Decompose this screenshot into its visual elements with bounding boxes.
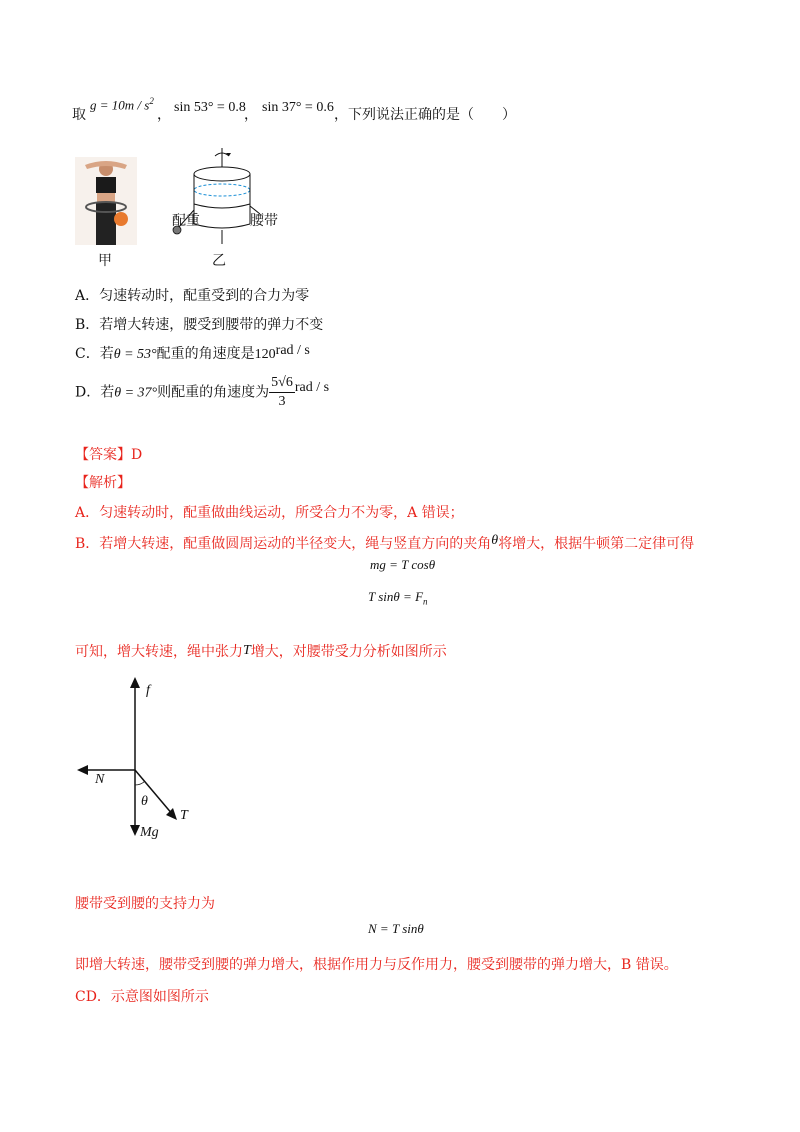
label-belt: 腰带: [250, 213, 278, 229]
force-label-theta: θ: [141, 794, 148, 809]
tension-line: [75, 641, 447, 661]
intro-comma-2: ，: [244, 107, 258, 123]
analysis-line-b-suffix: 将增大，根据牛顿第二定律可得: [498, 536, 695, 552]
intro-suffix: ，下列说法正确的是（ ）: [334, 107, 516, 123]
intro-line: [72, 104, 86, 124]
force-label-n: N: [95, 772, 105, 787]
option-c-value: 120: [254, 347, 276, 362]
photo-exercise-image: [75, 157, 137, 245]
cd-line: CD．示意图如图所示: [75, 989, 209, 1005]
option-d-unit: rad / s: [294, 379, 330, 395]
option-d: [75, 374, 329, 411]
option-d-theta: θ = 37°: [114, 385, 158, 401]
intro-prefix: 取: [72, 107, 86, 123]
option-d-fraction: [269, 374, 295, 411]
equation-3: N = T sinθ: [368, 921, 424, 936]
option-d-prefix: D．若: [75, 384, 115, 401]
option-d-numerator: 5√6: [269, 374, 295, 393]
support-line: 腰带受到腰的支持力为: [75, 896, 215, 912]
intro-sin53: sin 53° = 0.8: [174, 100, 246, 115]
conclusion-line: 即增大转速，腰带受到腰的弹力增大，根据作用力与反作用力，腰受到腰带的弹力增大，B 错误。: [75, 957, 678, 973]
force-label-mg: Mg: [140, 825, 159, 840]
force-label-t: T: [180, 808, 188, 823]
analysis-line-b-prefix: B．若增大转速，配重做圆周运动的半径变大，绳与竖直方向的夹角: [75, 536, 492, 552]
option-c-theta: θ = 53°: [113, 347, 157, 362]
option-d-denominator: 3: [278, 394, 286, 409]
equation-2-main: T sinθ = F: [368, 589, 424, 604]
option-a: A．匀速转动时，配重受到的合力为零: [75, 288, 310, 304]
answer-line: [75, 444, 142, 464]
tension-line-suffix: 增大，对腰带受力分析如图所示: [250, 644, 447, 660]
option-c: [75, 343, 310, 363]
option-c-unit: rad / s: [275, 343, 310, 358]
label-jia: 甲: [98, 253, 112, 269]
equation-2: [368, 589, 428, 607]
intro-comma-1: ，: [157, 107, 171, 123]
option-c-prefix: C．若: [75, 346, 114, 362]
g-value: g = 10m / s: [90, 97, 150, 113]
cylinder-diagram: [160, 148, 290, 258]
option-c-mid: 配重的角速度是: [156, 346, 255, 362]
intro-g: [90, 96, 154, 113]
analysis-label: 【解析】: [75, 475, 131, 491]
equation-2-subscript: n: [423, 596, 428, 607]
label-counterweight: 配重: [172, 213, 200, 229]
option-d-mid: 则配重的角速度为: [157, 384, 270, 401]
intro-sin37: sin 37° = 0.6: [262, 100, 334, 115]
option-b: B．若增大转速，腰受到腰带的弹力不变: [75, 317, 324, 333]
answer-label: 【答案】: [75, 447, 131, 463]
analysis-line-b-theta: θ: [491, 533, 499, 548]
person-hula-icon: [75, 157, 137, 245]
label-yi: 乙: [212, 253, 226, 269]
g-exponent: 2: [149, 96, 154, 106]
tension-line-prefix: 可知，增大转速，绳中张力: [75, 644, 243, 660]
answer-value: D: [131, 447, 143, 463]
force-diagram: [75, 675, 215, 845]
force-label-f: f: [146, 683, 150, 698]
equation-1: mg = T cosθ: [370, 557, 436, 572]
tension-line-t: T: [243, 643, 251, 658]
analysis-line-b: [75, 533, 694, 553]
analysis-line-a: A．匀速转动时，配重做曲线运动，所受合力不为零，A 错误；: [75, 505, 464, 521]
